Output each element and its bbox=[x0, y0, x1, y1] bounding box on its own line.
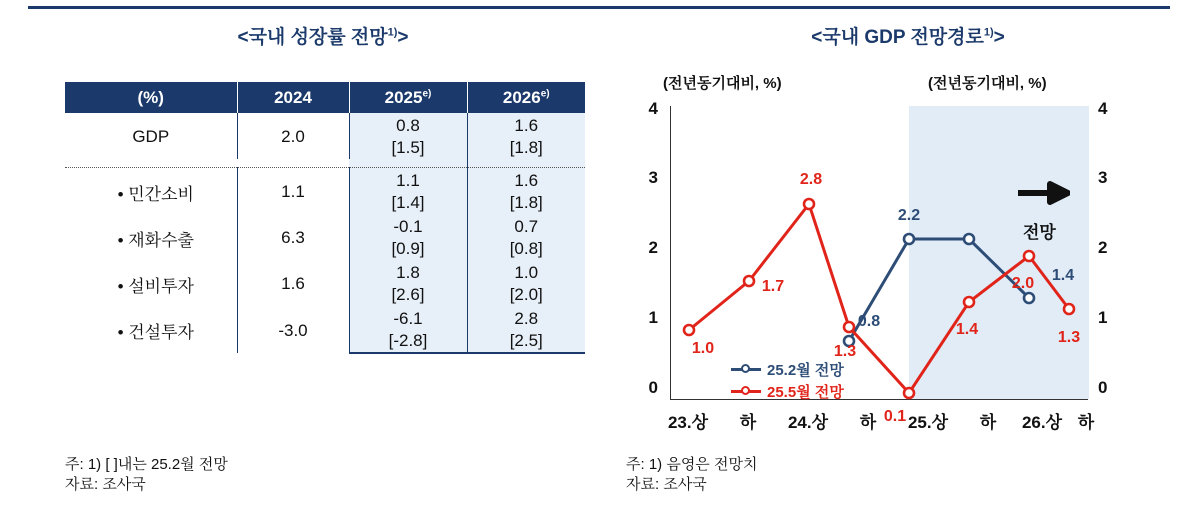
datalabel-red-1-2: 2.8 bbox=[799, 171, 823, 188]
x-axis-labels bbox=[667, 408, 1095, 434]
right-title-end: > bbox=[993, 27, 1005, 48]
left-panel-title bbox=[28, 22, 618, 49]
xtick-0: 23.상 bbox=[667, 413, 709, 432]
table-row bbox=[65, 113, 585, 137]
marker-red-4 bbox=[904, 388, 914, 398]
col-header-2025-sup: e) bbox=[422, 87, 432, 99]
cell-ge-2024: 6.3 bbox=[237, 214, 349, 260]
xtick-5: 하 bbox=[979, 413, 997, 432]
marker-red-6 bbox=[1024, 251, 1034, 261]
cell-ci-2025: -6.1 bbox=[349, 306, 467, 330]
left-title-end: > bbox=[397, 27, 409, 48]
datalabel-red-1-0: 1.0 bbox=[691, 340, 715, 357]
col-header-unit bbox=[65, 82, 237, 113]
ytick-right-4: 4 bbox=[1098, 99, 1108, 118]
xtick-4: 25.상 bbox=[907, 413, 949, 432]
legend-swatch-red-icon bbox=[731, 384, 761, 398]
marker-red-7 bbox=[1064, 304, 1074, 314]
right-axis-unit: (전년동기대비, %) bbox=[928, 75, 1047, 92]
cell-pc-2025-prev: [1.4] bbox=[349, 192, 467, 214]
col-header-2024 bbox=[237, 82, 349, 113]
datalabel-navy-0-3: 0.8 bbox=[857, 313, 881, 330]
col-header-2026 bbox=[467, 82, 585, 113]
row-label-construction-investment: • 건설투자 bbox=[65, 306, 237, 353]
divider-cell-1 bbox=[65, 159, 237, 168]
marker-red-0 bbox=[684, 325, 694, 335]
cell-ge-2025: -0.1 bbox=[349, 214, 467, 238]
forecast-arrow-icon bbox=[1016, 180, 1070, 211]
right-note-2: 자료: 조사국 bbox=[626, 476, 707, 494]
ytick-left-2: 2 bbox=[648, 238, 658, 257]
cell-pc-2024: 1.1 bbox=[237, 168, 349, 215]
forecast-table bbox=[65, 82, 585, 354]
left-panel bbox=[28, 0, 618, 529]
cell-ge-2025-prev: [0.9] bbox=[349, 238, 467, 260]
table-row bbox=[65, 168, 585, 193]
col-header-2025-label: 2025 bbox=[384, 87, 423, 107]
datalabel-navy-0-6: 1.4 bbox=[1051, 267, 1075, 284]
cell-pc-2026-prev: [1.8] bbox=[467, 192, 585, 214]
xtick-3: 하 bbox=[859, 413, 877, 432]
right-note-1: 주: 1) 음영은 전망치 bbox=[626, 456, 758, 473]
ytick-right-3: 3 bbox=[1098, 168, 1108, 187]
forecast-table-wrap bbox=[65, 82, 585, 354]
cell-fi-2025-prev: [2.6] bbox=[349, 284, 467, 306]
row-label-goods-exports: • 재화수출 bbox=[65, 214, 237, 260]
marker-red-1 bbox=[744, 276, 754, 286]
cell-ci-2026-prev: [2.5] bbox=[467, 330, 585, 353]
xtick-6: 26.상 bbox=[1021, 413, 1063, 432]
ytick-right-1: 1 bbox=[1098, 308, 1108, 327]
gdp-forecast-chart bbox=[628, 60, 1188, 450]
table-divider-row bbox=[65, 159, 585, 168]
cell-gdp-2024: 2.0 bbox=[237, 113, 349, 159]
col-header-2026-sup: e) bbox=[540, 87, 550, 99]
legend-label-may: 25.5월 전망 bbox=[767, 383, 844, 401]
divider-cell-2 bbox=[237, 159, 349, 168]
ytick-left-3: 3 bbox=[648, 168, 658, 187]
col-header-2024-label: 2024 bbox=[274, 87, 312, 107]
cell-pc-2025: 1.1 bbox=[349, 168, 467, 193]
datalabel-red-1-7: 1.3 bbox=[1057, 329, 1081, 346]
datalabel-navy-0-4: 2.2 bbox=[897, 207, 921, 224]
marker-navy-1 bbox=[904, 234, 914, 244]
forecast-label: 전망 bbox=[1023, 223, 1056, 242]
table-row bbox=[65, 214, 585, 238]
cell-ci-2024: -3.0 bbox=[237, 306, 349, 353]
cell-ge-2026-prev: [0.8] bbox=[467, 238, 585, 260]
col-header-2026-label: 2026 bbox=[502, 87, 541, 107]
cell-ci-2026: 2.8 bbox=[467, 306, 585, 330]
marker-red-3 bbox=[844, 322, 854, 332]
marker-red-2 bbox=[804, 199, 814, 209]
cell-ci-2025-prev: [-2.8] bbox=[349, 330, 467, 353]
row-label-facilities-investment: • 설비투자 bbox=[65, 260, 237, 306]
legend-item-may bbox=[731, 380, 844, 402]
series-lines bbox=[671, 106, 1089, 400]
cell-fi-2026-prev: [2.0] bbox=[467, 284, 585, 306]
cell-fi-2026: 1.0 bbox=[467, 260, 585, 284]
left-title-superscript: 1) bbox=[387, 26, 398, 39]
cell-fi-2024: 1.6 bbox=[237, 260, 349, 306]
left-note-2: 자료: 조사국 bbox=[65, 476, 146, 494]
datalabel-red-1-5: 1.4 bbox=[955, 321, 979, 338]
table-row bbox=[65, 260, 585, 284]
cell-gdp-2025: 0.8 bbox=[349, 113, 467, 137]
datalabel-red-1-1: 1.7 bbox=[761, 278, 785, 295]
col-header-2025 bbox=[349, 82, 467, 113]
right-notes bbox=[626, 455, 757, 496]
table-header-row bbox=[65, 82, 585, 113]
datalabel-red-1-3: 1.3 bbox=[833, 343, 857, 360]
right-title-superscript: 1) bbox=[983, 26, 994, 39]
left-title-text: <국내 성장률 전망 bbox=[237, 27, 388, 48]
row-label-gdp: GDP bbox=[65, 113, 237, 159]
datalabel-red-1-4: 0.1 bbox=[883, 408, 907, 425]
ytick-right-2: 2 bbox=[1098, 238, 1108, 257]
ytick-left-0: 0 bbox=[648, 378, 658, 397]
cell-gdp-2026: 1.6 bbox=[467, 113, 585, 137]
left-note-1: 주: 1) [ ]내는 25.2월 전망 bbox=[65, 456, 228, 473]
legend-item-feb bbox=[731, 358, 844, 380]
divider-cell-3 bbox=[349, 159, 467, 168]
ytick-right-0: 0 bbox=[1098, 378, 1108, 397]
xtick-7: 하 bbox=[1077, 413, 1095, 432]
ytick-left-4: 4 bbox=[648, 99, 658, 118]
left-notes bbox=[65, 455, 228, 496]
marker-red-5 bbox=[964, 297, 974, 307]
row-label-private-consumption: • 민간소비 bbox=[65, 168, 237, 215]
legend-label-feb: 25.2월 전망 bbox=[767, 361, 844, 379]
ytick-left-1: 1 bbox=[648, 308, 658, 327]
right-title-text: <국내 GDP 전망경로 bbox=[811, 27, 984, 48]
right-panel-title bbox=[628, 22, 1188, 49]
divider-cell-4 bbox=[467, 159, 585, 168]
marker-navy-2 bbox=[964, 234, 974, 244]
col-header-unit-label: (%) bbox=[137, 87, 164, 107]
left-axis-unit: (전년동기대비, %) bbox=[663, 75, 782, 92]
chart-legend bbox=[731, 358, 844, 402]
datalabel-red-1-6: 2.0 bbox=[1011, 275, 1035, 292]
cell-ge-2026: 0.7 bbox=[467, 214, 585, 238]
xtick-2: 24.상 bbox=[787, 413, 829, 432]
cell-pc-2026: 1.6 bbox=[467, 168, 585, 193]
cell-gdp-2025-prev: [1.5] bbox=[349, 137, 467, 159]
marker-navy-3 bbox=[1024, 293, 1034, 303]
table-row bbox=[65, 306, 585, 330]
xtick-1: 하 bbox=[739, 413, 757, 432]
cell-gdp-2026-prev: [1.8] bbox=[467, 137, 585, 159]
cell-fi-2025: 1.8 bbox=[349, 260, 467, 284]
legend-swatch-navy-icon bbox=[731, 362, 761, 376]
